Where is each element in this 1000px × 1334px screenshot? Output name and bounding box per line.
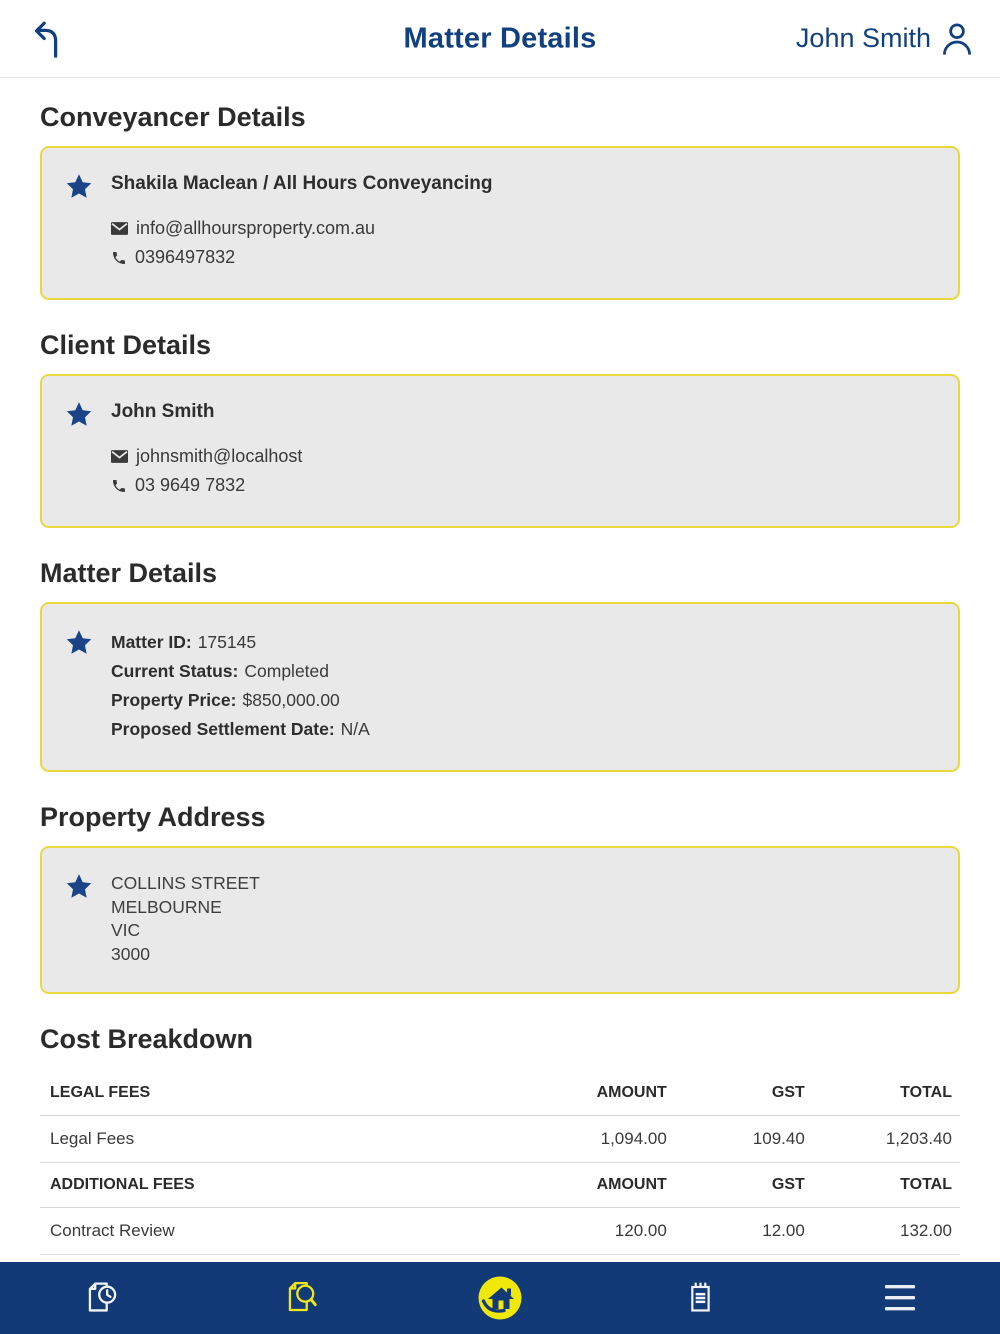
- property-address-card: [40, 846, 960, 994]
- main-content: [0, 78, 1000, 1302]
- star-icon: [64, 400, 94, 430]
- settlement-date-row: Proposed Settlement Date: N/A: [111, 719, 370, 739]
- client-phone: 03 9649 7832: [135, 475, 246, 495]
- legal-fees-header-row: LEGAL FEES AMOUNT GST TOTAL: [40, 1071, 960, 1116]
- property-price-row: Property Price: $850,000.00: [111, 690, 340, 710]
- section-property-address: [40, 802, 960, 994]
- address-street: COLLINS STREET: [111, 873, 260, 893]
- nav-menu-button[interactable]: [800, 1262, 1000, 1334]
- client-card: [40, 374, 960, 528]
- section-cost-breakdown: [40, 1024, 960, 1302]
- property-address-heading: Property Address: [40, 802, 266, 832]
- client-phone-link[interactable]: [111, 471, 938, 500]
- document-clock-icon: [77, 1275, 123, 1321]
- section-matter-details: [40, 558, 960, 772]
- bottom-nav-bar: [0, 1262, 1000, 1334]
- menu-icon: [878, 1278, 922, 1318]
- page-title: Matter Details: [403, 22, 597, 54]
- legal-fees-row: Legal Fees 1,094.00 109.40 1,203.40: [40, 1116, 960, 1163]
- section-conveyancer-details: [40, 102, 960, 300]
- document-search-icon: [277, 1275, 323, 1321]
- back-arrow-icon: [27, 18, 69, 60]
- client-email: johnsmith@localhost: [136, 446, 303, 466]
- contract-review-row: Contract Review 120.00 12.00 132.00: [40, 1208, 960, 1255]
- phone-icon: [111, 478, 127, 494]
- notepad-icon: [677, 1275, 723, 1321]
- star-icon: [64, 872, 94, 902]
- nav-home-button[interactable]: [400, 1262, 600, 1334]
- nav-matters-history-button[interactable]: [0, 1262, 200, 1334]
- app-header: [0, 0, 1000, 78]
- star-icon: [64, 172, 94, 202]
- back-button[interactable]: [22, 13, 74, 65]
- home-hand-logo-icon: [476, 1274, 524, 1322]
- client-details-heading: Client Details: [40, 330, 212, 360]
- conveyancer-details-heading: Conveyancer Details: [40, 102, 306, 132]
- additional-fees-header-row: ADDITIONAL FEES AMOUNT GST TOTAL: [40, 1163, 960, 1208]
- section-client-details: [40, 330, 960, 528]
- current-status-row: Current Status: Completed: [111, 661, 330, 681]
- conveyancer-email: info@allhoursproperty.com.au: [136, 218, 376, 238]
- matter-card: [40, 602, 960, 772]
- conveyancer-card: [40, 146, 960, 300]
- user-icon: [940, 21, 974, 57]
- matter-details-heading: Matter Details: [40, 558, 218, 588]
- cost-breakdown-heading: Cost Breakdown: [40, 1024, 254, 1054]
- conveyancer-email-link[interactable]: [111, 214, 938, 243]
- address-suburb: MELBOURNE: [111, 896, 222, 917]
- nav-matter-search-button[interactable]: [200, 1262, 400, 1334]
- user-name: John Smith: [795, 23, 931, 53]
- user-account-button[interactable]: [796, 21, 974, 57]
- address-postcode: 3000: [111, 943, 150, 964]
- client-email-link[interactable]: [111, 442, 938, 471]
- email-icon: [111, 450, 128, 463]
- nav-notes-button[interactable]: [600, 1262, 800, 1334]
- conveyancer-name: Shakila Maclean / All Hours Conveyancing: [111, 173, 493, 194]
- conveyancer-phone: 0396497832: [135, 247, 236, 267]
- matter-id-row: Matter ID: 175145: [111, 632, 257, 652]
- email-icon: [111, 222, 128, 235]
- star-icon: [64, 628, 94, 658]
- client-name: John Smith: [111, 401, 215, 422]
- conveyancer-phone-link[interactable]: [111, 243, 938, 272]
- phone-icon: [111, 250, 127, 266]
- address-state: VIC: [111, 920, 141, 940]
